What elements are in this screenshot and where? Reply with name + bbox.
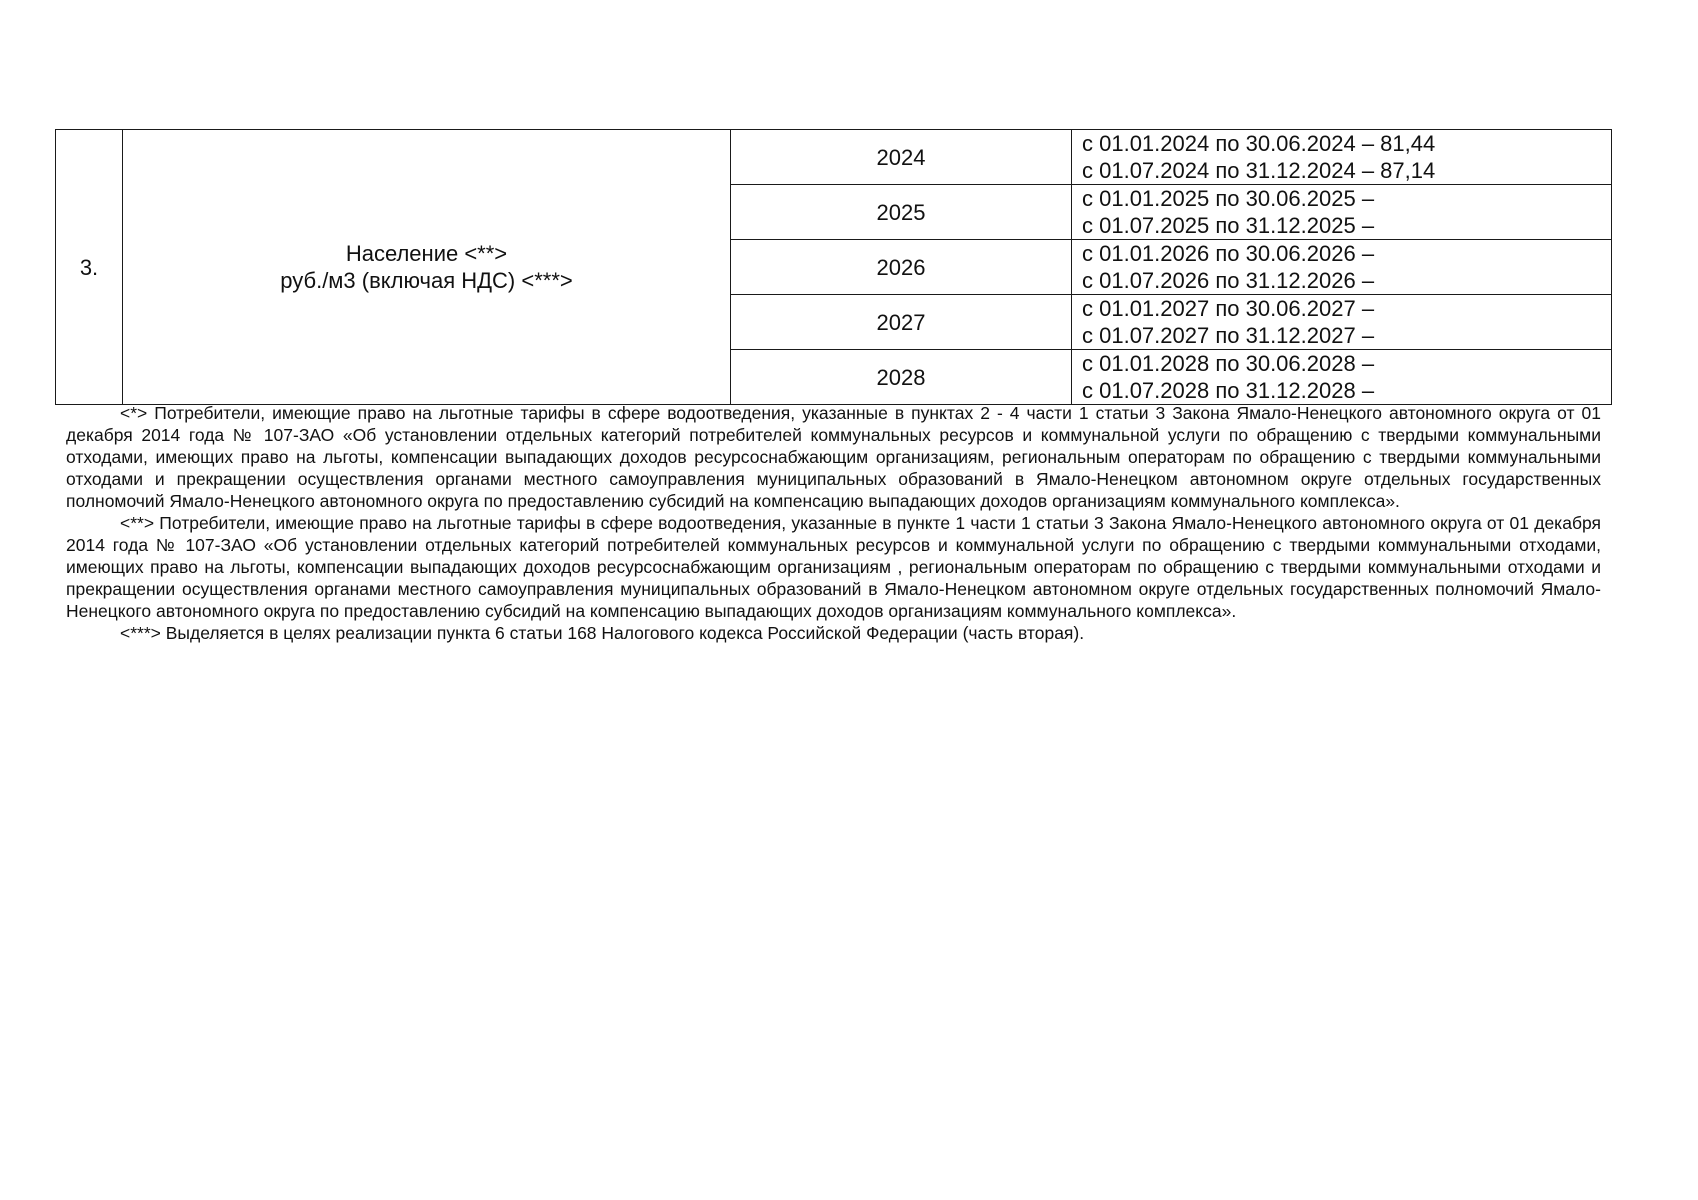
- tariff-cell: [1072, 350, 1612, 405]
- footnote-3: <***> Выделяется в целях реализации пункта 6 статьи 168 Налогового кодекса Российской Федерации (часть вторая).: [120, 623, 1085, 643]
- tariff-cell: [1072, 295, 1612, 350]
- tariff-period-second-half: с 01.07.2026 по 31.12.2026 –: [1082, 268, 1375, 293]
- category-cell: [123, 130, 731, 405]
- category-unit: руб./м3 (включая НДС) <***>: [280, 268, 573, 293]
- row-number-cell: 3.: [56, 130, 123, 405]
- tariff-period-first-half: с 01.01.2027 по 30.06.2027 –: [1082, 296, 1375, 321]
- category-title: Население <**>: [345, 241, 508, 266]
- year-cell: 2026: [731, 240, 1072, 295]
- year-cell: 2028: [731, 350, 1072, 405]
- footnote-2: <**> Потребители, имеющие право на льготные тарифы в сфере водоотведения, указанные в пункте 1 части 1 статьи 3 Закона Ямало-Ненецкого автономного округа от 01 декабря 2014 года № 107-ЗАО «Об установлении отдельных категорий потребителей коммунальных ресурсов и коммунальной услуги по обращению с твердыми коммунальными отходами, имеющих право на льготы, компенсации выпадающих доходов ресурсоснабжающим организациям , региональным операторам по обращению с твердыми коммунальными отходами и прекращении осуществления органами местного самоуправления муниципальных образований в Ямало-Ненецком автономном округе отдельных государственных полномочий Ямало-Ненецкого автономного округа по предоставлению субсидий на компенсацию выпадающих доходов организациям коммунального комплекса».: [66, 513, 1601, 621]
- tariff-table: [55, 129, 1612, 405]
- tariff-period-second-half: с 01.07.2025 по 31.12.2025 –: [1082, 213, 1375, 238]
- tariff-period-first-half: с 01.01.2024 по 30.06.2024 – 81,44: [1082, 131, 1436, 156]
- tariff-period-first-half: с 01.01.2026 по 30.06.2026 –: [1082, 241, 1375, 266]
- year-cell: 2024: [731, 130, 1072, 185]
- tariff-cell: [1072, 130, 1612, 185]
- tariff-cell: [1072, 185, 1612, 240]
- table-row: [56, 130, 1612, 185]
- tariff-period-second-half: с 01.07.2027 по 31.12.2027 –: [1082, 323, 1375, 348]
- tariff-period-first-half: с 01.01.2028 по 30.06.2028 –: [1082, 351, 1375, 376]
- year-cell: 2025: [731, 185, 1072, 240]
- footnote-1: <*> Потребители, имеющие право на льготные тарифы в сфере водоотведения, указанные в пунктах 2 - 4 части 1 статьи 3 Закона Ямало-Ненецкого автономного округа от 01 декабря 2014 года № 107-ЗАО «Об установлении отдельных категорий потребителей коммунальных ресурсов и коммунальной услуги по обращению с твердыми коммунальными отходами, имеющих право на льготы, компенсации выпадающих доходов ресурсоснабжающим организациям, региональным операторам по обращению с твердыми коммунальными отходами и прекращении осуществления органами местного самоуправления муниципальных образований в Ямало-Ненецком автономном округе отдельных государственных полномочий Ямало-Ненецкого автономного округа по предоставлению субсидий на компенсацию выпадающих доходов организациям коммунального комплекса».: [66, 403, 1601, 511]
- tariff-period-second-half: с 01.07.2028 по 31.12.2028 –: [1082, 378, 1375, 403]
- tariff-cell: [1072, 240, 1612, 295]
- year-cell: 2027: [731, 295, 1072, 350]
- tariff-period-second-half: с 01.07.2024 по 31.12.2024 – 87,14: [1082, 158, 1436, 183]
- tariff-period-first-half: с 01.01.2025 по 30.06.2025 –: [1082, 186, 1375, 211]
- footnotes: [66, 402, 1601, 644]
